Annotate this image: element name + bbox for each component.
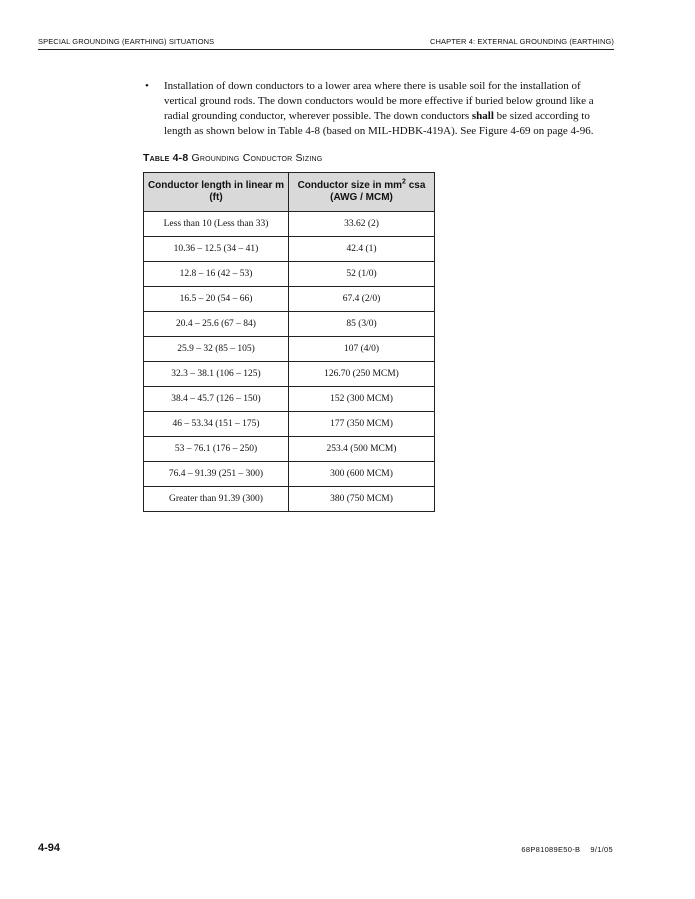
cell-conductor-size: 177 (350 MCM) [289,412,435,437]
cell-conductor-length: 20.4 – 25.6 (67 – 84) [144,312,289,337]
table-row [144,362,435,387]
table-row [144,287,435,312]
cell-conductor-size: 126.70 (250 MCM) [289,362,435,387]
header-section-title: SPECIAL GROUNDING (EARTHING) SITUATIONS [38,37,215,46]
bullet-text-bold: shall [471,110,494,122]
cell-conductor-length: 38.4 – 45.7 (126 – 150) [144,387,289,412]
cell-conductor-size: 380 (750 MCM) [289,487,435,512]
table-row [144,237,435,262]
cell-conductor-size: 67.4 (2/0) [289,287,435,312]
table-row [144,437,435,462]
bullet-text-start: Installation of down conductors to a lower area where there is usable soil for the installation of vertical ground rods. The down conductors would be more effective if buried below ground like a radial grounding conductor, wherever possible. The down conductors [164,80,594,122]
table-header-row [144,173,435,212]
cell-conductor-length: Less than 10 (Less than 33) [144,212,289,237]
cell-conductor-size: 107 (4/0) [289,337,435,362]
cell-conductor-length: 76.4 – 91.39 (251 – 300) [144,462,289,487]
cell-conductor-size: 152 (300 MCM) [289,387,435,412]
table-caption-number: Table 4-8 [143,152,189,164]
document-id [521,845,613,854]
header-conductor-length-text: Conductor length in linear m (ft) [147,180,285,203]
table-caption-title: Grounding Conductor Sizing [191,152,323,164]
bullet-icon: • [145,80,149,92]
header-conductor-size-unit: csa (AWG / MCM) [330,180,426,203]
doc-code: 68P81089E50-B [521,845,581,854]
table-row [144,337,435,362]
header-chapter-title: CHAPTER 4: EXTERNAL GROUNDING (EARTHING) [429,37,614,46]
conductor-sizing-table [143,172,435,512]
doc-date: 9/1/05 [590,845,613,854]
table-row [144,462,435,487]
header-conductor-size [289,173,435,212]
running-header [38,35,614,50]
bullet-text-end: be sized according to length as shown below in Table 4-8 (based on MIL-HDBK-419A). See Figure 4-69 on page 4-96. [164,110,594,137]
table-row [144,487,435,512]
cell-conductor-length: 53 – 76.1 (176 – 250) [144,437,289,462]
cell-conductor-length: 12.8 – 16 (42 – 53) [144,262,289,287]
cell-conductor-size: 85 (3/0) [289,312,435,337]
table-row [144,412,435,437]
header-conductor-length [144,173,289,212]
table-row [144,262,435,287]
cell-conductor-length: 16.5 – 20 (54 – 66) [144,287,289,312]
table-caption [143,152,322,164]
table-row [144,387,435,412]
header-conductor-size-text: Conductor size in mm [297,180,403,191]
cell-conductor-length: 10.36 – 12.5 (34 – 41) [144,237,289,262]
page-number: 4-94 [38,842,61,854]
cell-conductor-length: 32.3 – 38.1 (106 – 125) [144,362,289,387]
cell-conductor-size: 42.4 (1) [289,237,435,262]
cell-conductor-size: 33.62 (2) [289,212,435,237]
cell-conductor-size: 253.4 (500 MCM) [289,437,435,462]
cell-conductor-length: 46 – 53.34 (151 – 175) [144,412,289,437]
table-row [144,212,435,237]
header-superscript: 2 [402,178,406,186]
cell-conductor-size: 300 (600 MCM) [289,462,435,487]
cell-conductor-length: 25.9 – 32 (85 – 105) [144,337,289,362]
cell-conductor-size: 52 (1/0) [289,262,435,287]
cell-conductor-length: Greater than 91.39 (300) [144,487,289,512]
bullet-paragraph [145,79,615,139]
bullet-text [164,79,615,139]
table-row [144,312,435,337]
